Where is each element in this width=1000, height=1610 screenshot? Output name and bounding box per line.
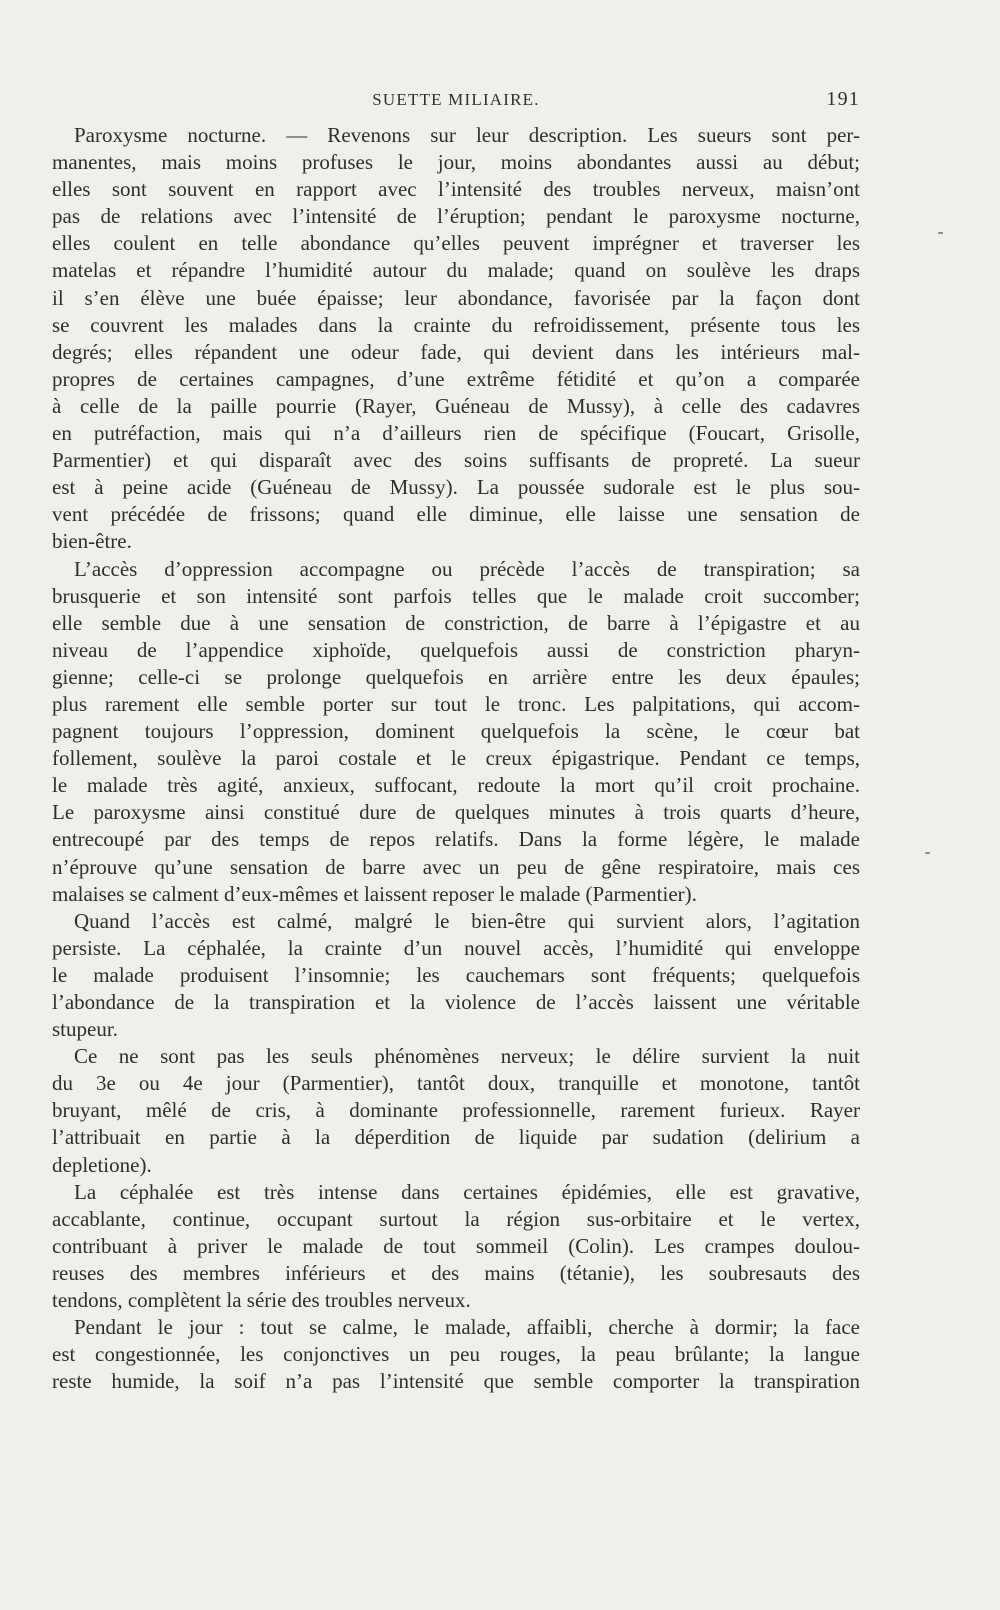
- text-line: Pendant le jour : tout se calme, le malade, affaibli, cherche à dormir; la face: [74, 1315, 860, 1340]
- text-line: gienne; celle-ci se prolonge quelquefois en arrière entre les deux épaules;: [52, 664, 860, 689]
- text-line: du 3e ou 4e jour (Parmentier), tantôt doux, tranquille et monotone, tantôt: [52, 1071, 860, 1096]
- text-line: La céphalée est très intense dans certaines épidémies, elle est gravative,: [74, 1179, 860, 1204]
- text-line: Quand l’accès est calmé, malgré le bien-être qui survient alors, l’agitation: [74, 908, 860, 933]
- text-line: est à peine acide (Guéneau de Mussy). La poussée sudorale est le plus sou-: [52, 475, 860, 500]
- text-line: elle semble due à une sensation de constriction, de barre à l’épigastre et au: [52, 610, 860, 635]
- text-line: est congestionnée, les conjonctives un peu rouges, la peau brûlante; la langue: [52, 1342, 860, 1367]
- text-line: plus rarement elle semble porter sur tout le tronc. Les palpitations, qui accom-: [52, 691, 860, 716]
- text-line: n’éprouve qu’une sensation de barre avec un peu de gêne respiratoire, mais ces: [52, 854, 860, 879]
- text-line: se couvrent les malades dans la crainte du refroidissement, présente tous les: [52, 312, 860, 337]
- text-line: elles sont souvent en rapport avec l’intensité des troubles nerveux, maisn’ont: [52, 177, 860, 202]
- text-line: manentes, mais moins profuses le jour, moins abondantes aussi au début;: [52, 150, 860, 175]
- page-speck: [938, 232, 943, 234]
- text-line: pas de relations avec l’intensité de l’éruption; pendant le paroxysme nocturne,: [52, 204, 860, 229]
- text-line: Paroxysme nocturne. — Revenons sur leur description. Les sueurs sont per-: [74, 123, 860, 147]
- text-line: matelas et répandre l’humidité autour du malade; quand on soulève les draps: [52, 258, 860, 283]
- text-line: follement, soulève la paroi costale et le creux épigastrique. Pendant ce temps,: [52, 746, 860, 771]
- text-line: il s’en élève une buée épaisse; leur abondance, favorisée par la façon dont: [52, 285, 860, 310]
- text-line: Ce ne sont pas les seuls phénomènes nerveux; le délire survient la nuit: [74, 1044, 860, 1069]
- text-line: propres de certaines campagnes, d’une extrême fétidité et qu’on a comparée: [52, 366, 860, 391]
- running-title: SUETTE MILIAIRE.: [372, 90, 540, 109]
- page-number: 191: [826, 88, 860, 110]
- text-line: en putréfaction, mais qui n’a d’ailleurs rien de spécifique (Foucart, Grisolle,: [52, 421, 860, 446]
- text-line: depletione).: [52, 1152, 152, 1177]
- text-line: reste humide, la soif n’a pas l’intensité que semble comporter la transpiration: [52, 1369, 860, 1394]
- text-line: l’attribuait en partie à la déperdition de liquide par sudation (delirium a: [52, 1125, 860, 1150]
- text-line: l’abondance de la transpiration et la violence de l’accès laissent une véritable: [52, 990, 860, 1014]
- text-line: Parmentier) et qui disparaît avec des soins suffisants de propreté. La sueur: [52, 448, 860, 473]
- text-line: malaises se calment d’eux-mêmes et laissent reposer le malade (Parmentier).: [52, 881, 697, 906]
- text-line: elles coulent en telle abondance qu’elles peuvent imprégner et traverser les: [52, 231, 860, 256]
- text-line: reuses des membres inférieurs et des mains (tétanie), les soubresauts des: [52, 1260, 860, 1285]
- text-line: degrés; elles répandent une odeur fade, qui devient dans les intérieurs mal-: [52, 339, 860, 364]
- text-line: L’accès d’oppression accompagne ou précède l’accès de transpiration; sa: [74, 556, 860, 581]
- text-line: entrecoupé par des temps de repos relatifs. Dans la forme légère, le malade: [52, 827, 860, 852]
- text-line: contribuant à priver le malade de tout sommeil (Colin). Les crampes doulou-: [52, 1233, 860, 1258]
- text-line: Le paroxysme ainsi constitué dure de quelques minutes à trois quarts d’heure,: [52, 800, 860, 825]
- text-line: à celle de la paille pourrie (Rayer, Guéneau de Mussy), à celle des cadavres: [52, 393, 860, 418]
- body-text: [52, 122, 860, 1395]
- text-line: brusquerie et son intensité sont parfois telles que le malade croit succomber;: [52, 583, 860, 608]
- page-header: [52, 90, 860, 116]
- text-line: pagnent toujours l’oppression, dominent quelquefois la scène, le cœur bat: [52, 719, 860, 744]
- text-line: le malade produisent l’insomnie; les cauchemars sont fréquents; quelquefois: [52, 962, 860, 987]
- text-line: le malade très agité, anxieux, suffocant, redoute la mort qu’il croit prochaine.: [52, 773, 860, 798]
- text-line: tendons, complètent la série des troubles nerveux.: [52, 1288, 471, 1313]
- text-line: accablante, continue, occupant surtout la région sus-orbitaire et le vertex,: [52, 1206, 860, 1231]
- text-line: vent précédée de frissons; quand elle diminue, elle laisse une sensation de: [52, 502, 860, 527]
- page-speck: [925, 852, 930, 854]
- text-line: bruyant, mêlé de cris, à dominante professionnelle, rarement furieux. Rayer: [52, 1098, 860, 1123]
- text-line: bien-être.: [52, 529, 132, 554]
- text-line: niveau de l’appendice xiphoïde, quelquefois aussi de constriction pharyn-: [52, 637, 860, 662]
- text-line: persiste. La céphalée, la crainte d’un nouvel accès, l’humidité qui enveloppe: [52, 935, 860, 960]
- text-line: stupeur.: [52, 1017, 118, 1042]
